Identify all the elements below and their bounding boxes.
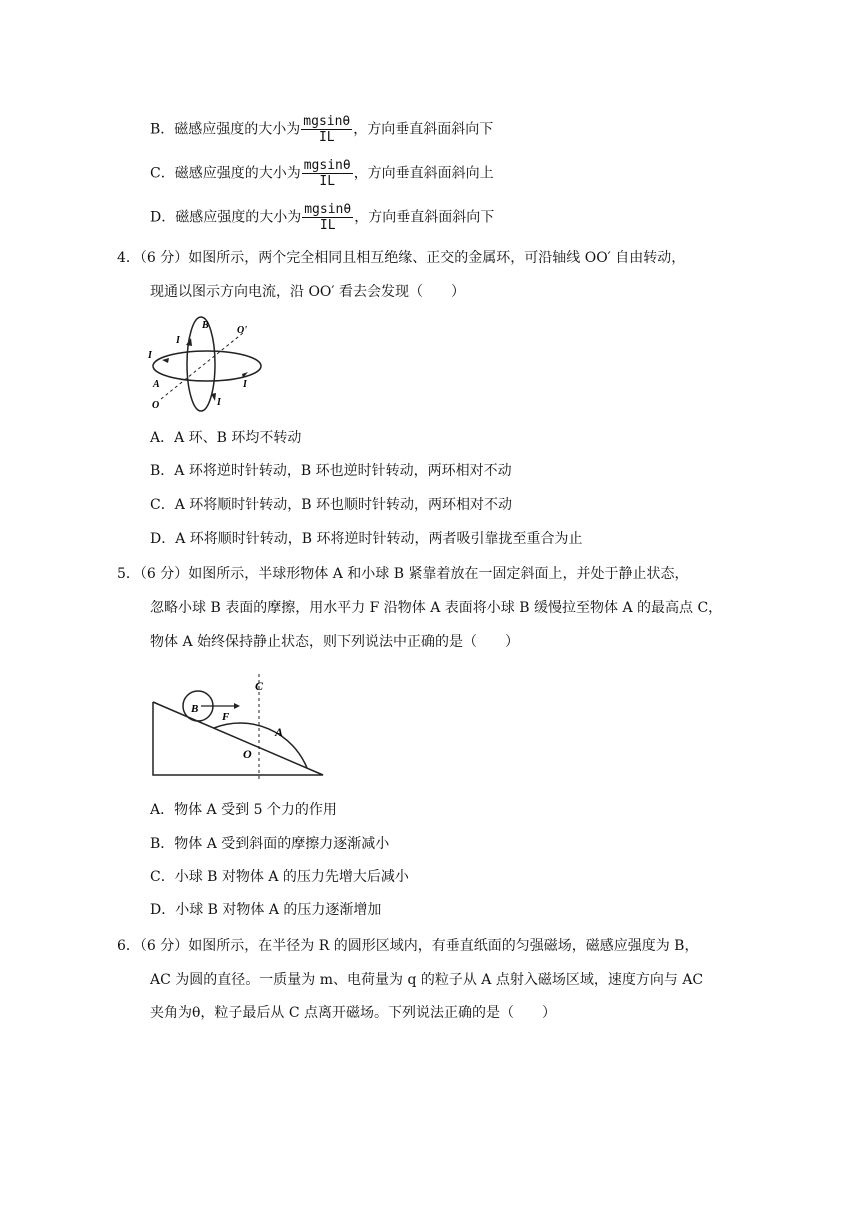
q5-option-b: B．物体 A 受到斜面的摩擦力逐渐减小: [150, 836, 390, 852]
hemisphere-a: [214, 723, 307, 768]
label-b: B: [202, 320, 209, 331]
q4-option-b: B．A 环将逆时针转动，B 环也逆时针转动，两环相对不动: [150, 463, 512, 479]
fraction-numerator: mgsinθ: [303, 114, 351, 129]
option-text: 磁感应强度的大小为: [174, 165, 301, 182]
label-i-right: I: [243, 379, 247, 390]
label-f: F: [222, 711, 230, 723]
incline-block: [153, 702, 323, 775]
q5-option-c: C．小球 B 对物体 A 的压力先增大后减小: [150, 869, 409, 885]
q3-option-c: [150, 158, 494, 189]
fraction-denominator: IL: [318, 130, 335, 145]
q4-stem-line2: 现通以图示方向电流，沿 OO′ 看去会发现（ ）: [150, 284, 466, 300]
label-i-left: I: [148, 350, 152, 361]
option-text: 磁感应强度的大小为: [174, 121, 301, 138]
q4-figure-rings: [145, 315, 275, 415]
axis-oo-prime: [161, 333, 243, 399]
q5-stem-line2: 忽略小球 B 表面的摩擦，用水平力 F 沿物体 A 表面将小球 B 缓慢拉至物体 A 的最高点 C，: [150, 600, 723, 616]
fraction-denominator: IL: [319, 174, 336, 189]
label-i-bottom: I: [217, 397, 221, 408]
q4-option-a: A．A 环、B 环均不转动: [150, 430, 302, 446]
option-text: ，方向垂直斜面斜向上: [353, 165, 494, 182]
q5-stem-line1: 5．（6 分）如图所示，半球形物体 A 和小球 B 紧靠着放在一固定斜面上，并处于静止状态，: [117, 566, 689, 582]
label-o-prime: O': [237, 325, 247, 336]
q5-stem-line3: 物体 A 始终保持静止状态，则下列说法中正确的是（ ）: [150, 634, 520, 650]
label-i-top: I: [176, 335, 180, 346]
fraction: [301, 114, 352, 145]
ring-a: [153, 351, 261, 381]
arrow-icon: [234, 703, 240, 709]
option-letter: B．: [150, 121, 175, 138]
q6-stem-line3: 夹角为θ，粒子最后从 C 点离开磁场。下列说法正确的是（ ）: [150, 1005, 557, 1021]
q3-option-d: [150, 202, 494, 233]
fraction-numerator: mgsinθ: [303, 158, 351, 173]
ring-b: [187, 317, 215, 411]
option-text: 磁感应强度的大小为: [175, 209, 302, 226]
fraction-numerator: mgsinθ: [304, 202, 352, 217]
label-o: O: [243, 747, 252, 761]
option-letter: C．: [150, 165, 175, 182]
q4-option-c: C．A 环将顺时针转动，B 环也顺时针转动，两环相对不动: [150, 497, 513, 513]
q5-option-d: D．小球 B 对物体 A 的压力逐渐增加: [150, 902, 382, 918]
label-c: C: [255, 679, 264, 693]
option-text: ，方向垂直斜面斜向下: [354, 209, 495, 226]
q4-option-d: D．A 环将顺时针转动，B 环将逆时针转动，两者吸引靠拢至重合为止: [150, 531, 583, 547]
label-a: A: [153, 379, 160, 390]
fraction: [302, 158, 353, 189]
option-letter: D．: [150, 209, 176, 226]
fraction: [302, 202, 353, 233]
arrow-icon: [162, 358, 169, 363]
fraction-denominator: IL: [319, 218, 336, 233]
label-b: B: [191, 703, 199, 715]
q3-option-b: [150, 114, 493, 145]
q5-option-a: A．物体 A 受到 5 个力的作用: [150, 802, 337, 818]
q5-figure-incline: [148, 662, 333, 782]
q6-stem-line2: AC 为圆的直径。一质量为 m、电荷量为 q 的粒子从 A 点射入磁场区域，速度方向与 AC: [150, 972, 704, 988]
q6-stem-line1: 6．（6 分）如图所示，在半径为 R 的圆形区域内，有垂直纸面的匀强磁场，磁感应强度为 B，: [117, 938, 699, 954]
option-text: ，方向垂直斜面斜向下: [353, 121, 494, 138]
label-a: A: [275, 725, 284, 739]
q4-stem-line1: 4．（6 分）如图所示，两个完全相同且相互绝缘、正交的金属环，可沿轴线 OO′ 自由转动，: [117, 250, 686, 266]
label-o: O: [152, 400, 160, 411]
